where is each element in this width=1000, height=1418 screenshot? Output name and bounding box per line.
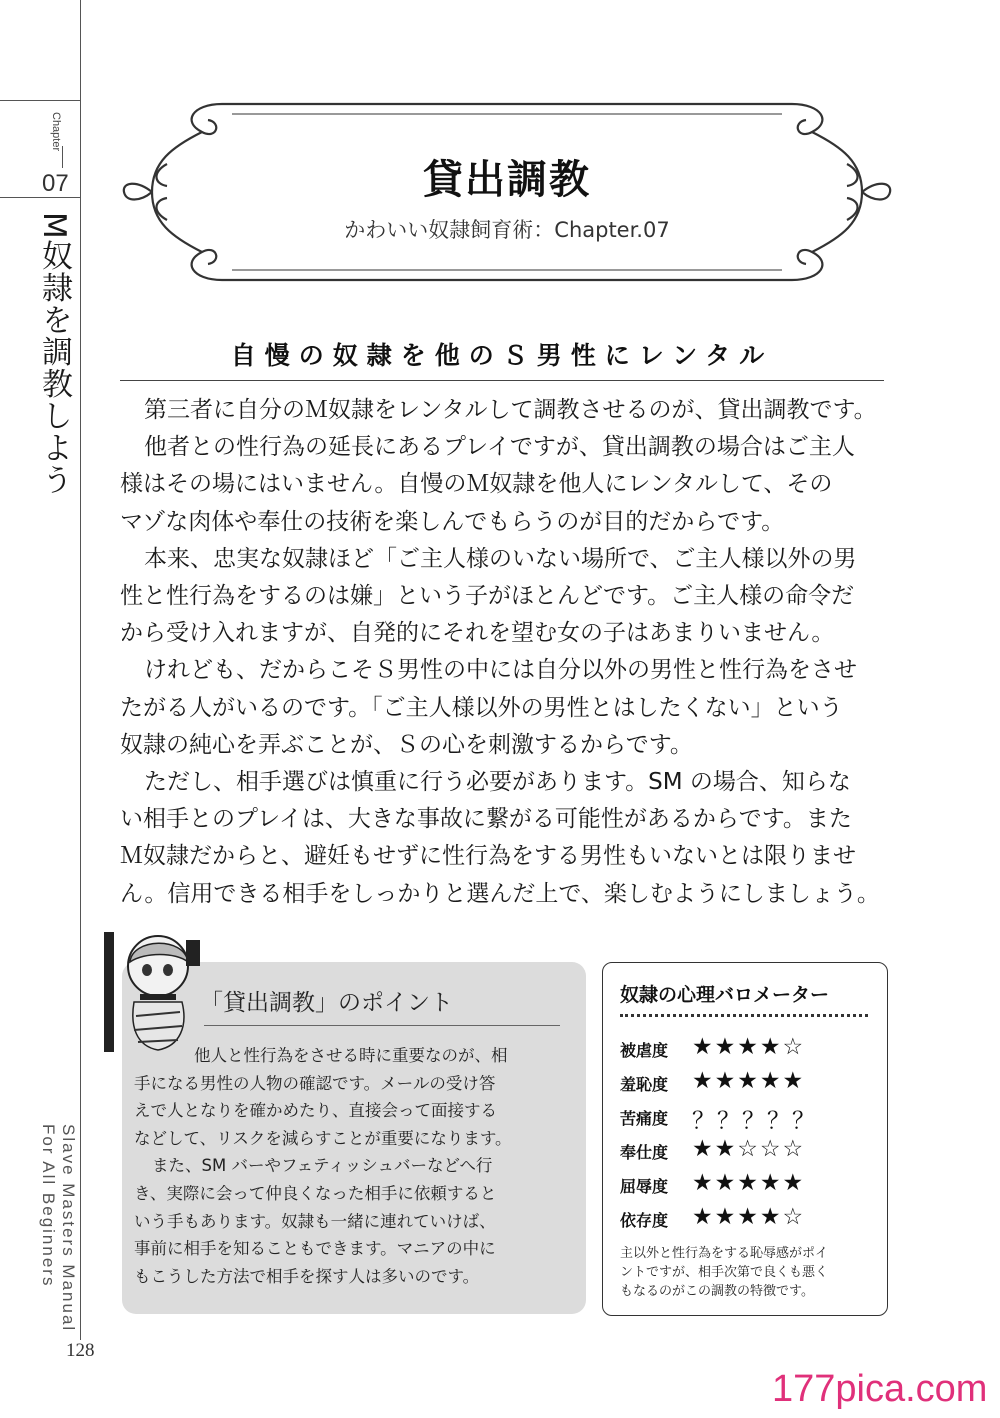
body-line: 第三者に自分のＭ奴隷をレンタルして調教させるのが、貸出調教です。 (144, 397, 877, 423)
chapter-word: Chapter (50, 112, 62, 152)
page-subtitle: かわいい奴隷飼育術：Chapter.07 (344, 218, 670, 242)
point-line: き、実際に会って仲良くなった相手に依頼すると (134, 1183, 497, 1203)
point-line: 手になる男性の人物の確認です。メールの受け答 (134, 1073, 496, 1093)
meter-dotted-rule (620, 1014, 868, 1017)
meter-label: 羞恥度 (620, 1075, 669, 1094)
point-line: えで人となりを確かめたり、直接会って面接する (134, 1101, 497, 1121)
english-line: For All Beginners (39, 1124, 58, 1288)
chapter-number: 07 (42, 170, 69, 197)
section-rule (120, 380, 884, 381)
point-line: いう手もあります。奴隷も一緒に連れていけば、 (134, 1211, 496, 1231)
point-line: 事前に相手を知ることもできます。マニアの中に (134, 1239, 496, 1259)
meter-stars: ★★★★☆ (692, 1204, 806, 1230)
meter-label: 被虐度 (620, 1041, 669, 1060)
meter-row (620, 1104, 870, 1132)
body-line: から受け入れますが、自発的にそれを望む女の子はあまりいません。 (120, 620, 835, 647)
english-subtitle (38, 1124, 78, 1332)
point-line: 他人と性行為をさせる時に重要なのが、相 (194, 1046, 508, 1065)
body-line: 他者との性行為の延長にあるプレイですが、貸出調教の場合はご主人 (144, 434, 855, 461)
meter-stars: ★★★★☆ (692, 1034, 806, 1060)
meter-label: 屈辱度 (620, 1177, 669, 1196)
vertical-chapter-title: M奴隷を調教しよう (36, 212, 72, 496)
body-line: 性と性行為をするのは嫌」という子がほとんどです。ご主人様の命令だ (120, 583, 855, 610)
page-title: 貸出調教 (423, 157, 591, 203)
body-line: 様はその場にはいません。自慢のＭ奴隷を他人にレンタルして、その (120, 471, 833, 498)
page-number: 128 (66, 1340, 95, 1361)
point-box-rule (204, 1025, 560, 1026)
point-line: もこうした方法で相手を探す人は多いのです。 (134, 1266, 480, 1286)
body-line: Ｍ奴隷だからと、避妊もせずに性行為をする男性もいないとは限りませ (120, 843, 856, 870)
body-line: たがる人がいるのです。「ご主人様以外の男性とはしたくない」という (120, 694, 843, 721)
point-line: などして、リスクを減らすことが重要になります。 (134, 1128, 512, 1148)
meter-stars: ★★★★★ (692, 1170, 806, 1196)
meter-stars: ★★☆☆☆ (692, 1136, 806, 1162)
body-line: ただし、相手選びは慎重に行う必要があります。SM の場合、知らな (144, 769, 851, 796)
body-text (120, 392, 890, 913)
body-line: けれども、だからこそＳ男性の中には自分以外の男性と性行為をさせ (144, 657, 857, 684)
meter-label: 苦痛度 (620, 1109, 669, 1128)
meter-row (620, 1206, 870, 1234)
meter-note (620, 1244, 870, 1301)
section-heading: 自慢の奴隷を他のＳ男性にレンタル (230, 341, 774, 370)
body-line: マゾな肉体や奉仕の技術を楽しんでもらうのが目的だからです。 (120, 508, 785, 535)
meter-label: 依存度 (620, 1211, 669, 1230)
watermark: 177pica.com (772, 1368, 988, 1410)
body-line: ん。信用できる相手をしっかりと選んだ上で、楽しむようにしましょう。 (120, 880, 880, 907)
meter-row (620, 1138, 870, 1166)
meter-row (620, 1036, 870, 1064)
body-line: い相手とのプレイは、大きな事故に繋がる可能性があるからです。また (120, 806, 852, 833)
body-line: 奴隷の純心を弄ぶことが、Ｓの心を刺激するからです。 (120, 731, 693, 758)
meter-note-line: もなるのがこの調教の特徴です。 (620, 1284, 814, 1299)
point-box-title: 「貸出調教」のポイント (200, 990, 453, 1016)
meter-note-line: 主以外と性行為をする恥辱感がポイ (620, 1246, 829, 1261)
meter-stars: ？？？？？ (692, 1108, 817, 1134)
meter-stars: ★★★★★ (692, 1068, 806, 1094)
chapter-tick (62, 146, 63, 168)
meter-title: 奴隷の心理バロメーター (620, 984, 830, 1006)
point-box-text (134, 1042, 579, 1290)
point-line: また、SM バーやフェティッシュバーなどへ行 (152, 1156, 493, 1176)
meter-label: 奉仕度 (620, 1143, 669, 1162)
body-line: 本来、忠実な奴隷ほど「ご主人様のいない場所で、ご主人様以外の男 (144, 545, 857, 572)
sidebar-rule (80, 0, 81, 1340)
meter-row (620, 1070, 870, 1098)
meter-note-line: ントですが、相手次第で良くも悪く (620, 1265, 829, 1280)
meter-row (620, 1172, 870, 1200)
english-line: Slave Masters Manual (59, 1124, 78, 1333)
